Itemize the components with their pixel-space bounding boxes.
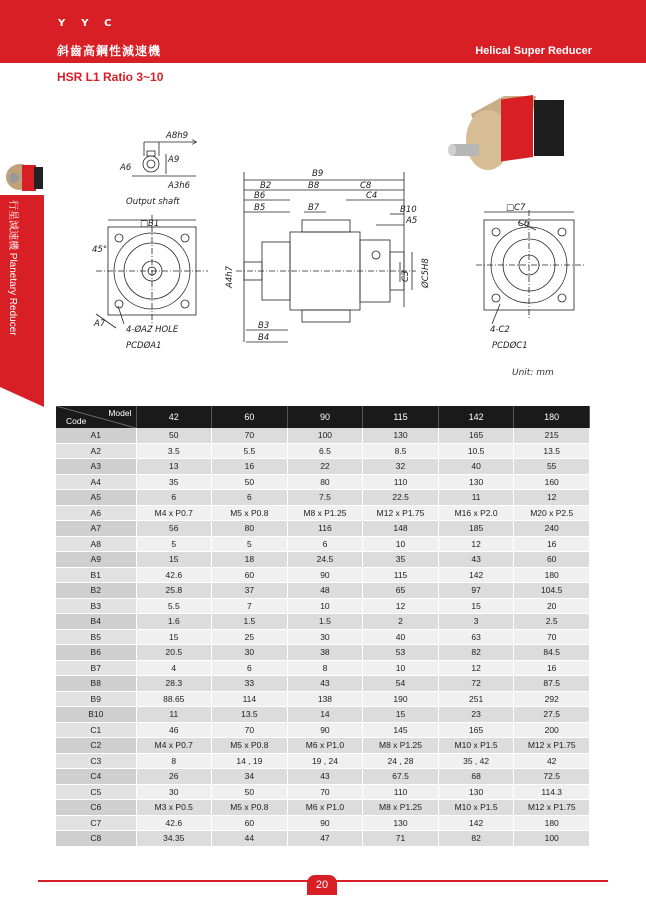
table-cell: 7.5 <box>287 490 363 506</box>
table-cell: 4 <box>136 660 212 676</box>
table-cell: 100 <box>514 831 590 847</box>
table-row <box>56 815 590 831</box>
table-cell: 37 <box>212 583 288 599</box>
table-cell: 142 <box>438 815 514 831</box>
table-cell: 42.6 <box>136 815 212 831</box>
table-cell: 114 <box>212 691 288 707</box>
model-header-cell: 115 <box>363 406 439 428</box>
label-c2: 4-C2 <box>490 325 510 335</box>
row-code-cell: B1 <box>56 567 136 583</box>
table-header-row <box>56 406 590 428</box>
label-pcd-c1: PCDØC1 <box>492 341 528 351</box>
label-c6: C6 <box>518 219 530 229</box>
table-cell: 16 <box>212 459 288 475</box>
table-row <box>56 567 590 583</box>
technical-drawings <box>56 92 596 392</box>
table-cell: 70 <box>212 722 288 738</box>
table-row <box>56 474 590 490</box>
brand-chinese-name: 斜齒高鋼性減速機 <box>57 44 162 58</box>
row-code-cell: A7 <box>56 521 136 537</box>
table-cell: 115 <box>363 567 439 583</box>
table-cell: 23 <box>438 707 514 723</box>
table-cell: 190 <box>363 691 439 707</box>
table-row <box>56 707 590 723</box>
table-cell: M6 x P1.0 <box>287 738 363 754</box>
table-cell: 130 <box>363 815 439 831</box>
table-cell: 12 <box>438 536 514 552</box>
label-a4h7: A4h7 <box>225 265 235 288</box>
table-cell: 28.3 <box>136 676 212 692</box>
unit-label: Unit: mm <box>512 368 554 378</box>
table-cell: 56 <box>136 521 212 537</box>
row-code-cell: A6 <box>56 505 136 521</box>
table-cell: M6 x P1.0 <box>287 800 363 816</box>
table-cell: 180 <box>514 567 590 583</box>
table-cell: 82 <box>438 645 514 661</box>
table-cell: 10 <box>287 598 363 614</box>
table-cell: M12 x P1.75 <box>514 738 590 754</box>
row-code-cell: C2 <box>56 738 136 754</box>
row-code-cell: C6 <box>56 800 136 816</box>
dimension-table <box>56 406 590 847</box>
table-cell: 90 <box>287 815 363 831</box>
table-cell: 12 <box>438 660 514 676</box>
model-header-cell: 60 <box>212 406 288 428</box>
label-a7: A7 <box>94 319 106 329</box>
table-cell: 114.3 <box>514 784 590 800</box>
table-cell: 5 <box>136 536 212 552</box>
table-cell: 48 <box>287 583 363 599</box>
table-cell: 8.5 <box>363 443 439 459</box>
table-cell: 72.5 <box>514 769 590 785</box>
table-cell: 60 <box>212 567 288 583</box>
table-cell: 27.5 <box>514 707 590 723</box>
table-cell: 18 <box>212 552 288 568</box>
row-code-cell: C7 <box>56 815 136 831</box>
table-cell: 22 <box>287 459 363 475</box>
table-row <box>56 598 590 614</box>
table-cell: 1.6 <box>136 614 212 630</box>
label-c3: C3 <box>401 270 411 282</box>
table-cell: 5 <box>212 536 288 552</box>
table-cell: 240 <box>514 521 590 537</box>
table-cell: 6 <box>136 490 212 506</box>
table-cell: 10.5 <box>438 443 514 459</box>
table-cell: 15 <box>363 707 439 723</box>
table-cell: 43 <box>287 769 363 785</box>
table-row <box>56 443 590 459</box>
table-cell: 35 , 42 <box>438 753 514 769</box>
table-cell: 54 <box>363 676 439 692</box>
table-row <box>56 505 590 521</box>
table-cell: 60 <box>212 815 288 831</box>
table-cell: 10 <box>363 660 439 676</box>
row-code-cell: B9 <box>56 691 136 707</box>
label-c7: □C7 <box>506 203 526 213</box>
label-a8h9: A8h9 <box>166 131 189 141</box>
table-cell: M5 x P0.8 <box>212 738 288 754</box>
table-cell: 26 <box>136 769 212 785</box>
table-cell: 12 <box>363 598 439 614</box>
row-code-cell: B5 <box>56 629 136 645</box>
table-cell: 5.5 <box>136 598 212 614</box>
table-cell: 97 <box>438 583 514 599</box>
table-cell: 16 <box>514 660 590 676</box>
row-code-cell: C8 <box>56 831 136 847</box>
table-cell: M8 x P1.25 <box>363 738 439 754</box>
label-hole: 4-ØA2 HOLE <box>126 325 179 335</box>
table-cell: 100 <box>287 428 363 443</box>
table-cell: 160 <box>514 474 590 490</box>
table-cell: 292 <box>514 691 590 707</box>
label-b1: □B1 <box>140 219 160 229</box>
page-title: HSR L1 Ratio 3~10 <box>57 70 164 84</box>
table-row <box>56 691 590 707</box>
table-cell: 50 <box>212 784 288 800</box>
table-cell: M5 x P0.8 <box>212 800 288 816</box>
table-row <box>56 490 590 506</box>
table-cell: 110 <box>363 474 439 490</box>
table-cell: 68 <box>438 769 514 785</box>
table-row <box>56 738 590 754</box>
label-output-shaft: Output shaft <box>126 197 180 207</box>
table-cell: 71 <box>363 831 439 847</box>
table-cell: 50 <box>212 474 288 490</box>
table-cell: 80 <box>212 521 288 537</box>
row-code-cell: A3 <box>56 459 136 475</box>
table-row <box>56 614 590 630</box>
label-b6: B6 <box>254 191 266 201</box>
table-cell: 148 <box>363 521 439 537</box>
table-row <box>56 753 590 769</box>
table-cell: 42.6 <box>136 567 212 583</box>
table-cell: 1.5 <box>287 614 363 630</box>
table-cell: 70 <box>287 784 363 800</box>
table-cell: 34.35 <box>136 831 212 847</box>
table-row <box>56 459 590 475</box>
table-cell: 10 <box>363 536 439 552</box>
table-cell: 35 <box>136 474 212 490</box>
table-cell: 22.5 <box>363 490 439 506</box>
table-cell: 6 <box>212 490 288 506</box>
table-row <box>56 769 590 785</box>
table-cell: M8 x P1.25 <box>287 505 363 521</box>
row-code-cell: B2 <box>56 583 136 599</box>
table-cell: M12 x P1.75 <box>363 505 439 521</box>
row-code-cell: C4 <box>56 769 136 785</box>
table-row <box>56 521 590 537</box>
table-cell: 20 <box>514 598 590 614</box>
row-code-cell: C3 <box>56 753 136 769</box>
header-product-title: Helical Super Reducer <box>475 45 592 57</box>
table-cell: 14 <box>287 707 363 723</box>
model-header-cell: 180 <box>514 406 590 428</box>
table-cell: 6 <box>287 536 363 552</box>
row-code-cell: B8 <box>56 676 136 692</box>
table-body <box>56 428 590 846</box>
table-cell: 138 <box>287 691 363 707</box>
table-cell: 42 <box>514 753 590 769</box>
table-row <box>56 428 590 443</box>
table-cell: 55 <box>514 459 590 475</box>
table-cell: 34 <box>212 769 288 785</box>
table-cell: 7 <box>212 598 288 614</box>
table-cell: 15 <box>438 598 514 614</box>
row-code-cell: A8 <box>56 536 136 552</box>
table-cell: 44 <box>212 831 288 847</box>
brand-letters: YYC <box>58 18 128 29</box>
table-cell: 165 <box>438 722 514 738</box>
table-cell: 5.5 <box>212 443 288 459</box>
label-b9: B9 <box>312 169 324 179</box>
table-row <box>56 660 590 676</box>
table-cell: 11 <box>438 490 514 506</box>
table-cell: 165 <box>438 428 514 443</box>
table-cell: 13.5 <box>514 443 590 459</box>
table-cell: 32 <box>363 459 439 475</box>
table-cell: 84.5 <box>514 645 590 661</box>
label-b7: B7 <box>308 203 320 213</box>
table-row <box>56 676 590 692</box>
label-a5: A5 <box>406 216 418 226</box>
table-cell: 43 <box>438 552 514 568</box>
table-cell: M4 x P0.7 <box>136 505 212 521</box>
table-cell: 88.65 <box>136 691 212 707</box>
table-cell: 43 <box>287 676 363 692</box>
table-row <box>56 536 590 552</box>
table-cell: M10 x P1.5 <box>438 800 514 816</box>
label-b10: B10 <box>400 205 417 215</box>
label-angle: 45° <box>92 245 108 255</box>
table-cell: 116 <box>287 521 363 537</box>
row-code-cell: A2 <box>56 443 136 459</box>
label-a3h6: A3h6 <box>168 181 191 191</box>
table-cell: 15 <box>136 552 212 568</box>
table-row <box>56 645 590 661</box>
table-cell: 20.5 <box>136 645 212 661</box>
table-cell: 40 <box>438 459 514 475</box>
row-code-cell: A5 <box>56 490 136 506</box>
label-b3: B3 <box>258 321 270 331</box>
label-b4: B4 <box>258 333 270 343</box>
row-code-cell: A9 <box>56 552 136 568</box>
table-cell: 40 <box>363 629 439 645</box>
table-cell: 60 <box>514 552 590 568</box>
table-cell: M3 x P0.5 <box>136 800 212 816</box>
table-cell: 53 <box>363 645 439 661</box>
table-cell: 90 <box>287 567 363 583</box>
table-row <box>56 800 590 816</box>
table-cell: M8 x P1.25 <box>363 800 439 816</box>
side-tab-notch <box>0 387 44 407</box>
table-cell: 70 <box>514 629 590 645</box>
label-b2: B2 <box>260 181 272 191</box>
row-code-cell: B7 <box>56 660 136 676</box>
table-cell: 24.5 <box>287 552 363 568</box>
table-cell: 30 <box>136 784 212 800</box>
table-cell: 15 <box>136 629 212 645</box>
table-cell: 46 <box>136 722 212 738</box>
table-cell: 35 <box>363 552 439 568</box>
table-cell: 25.8 <box>136 583 212 599</box>
table-row <box>56 629 590 645</box>
table-row <box>56 784 590 800</box>
row-code-cell: B3 <box>56 598 136 614</box>
table-cell: M12 x P1.75 <box>514 800 590 816</box>
table-cell: 33 <box>212 676 288 692</box>
side-tab-product-photo <box>0 155 44 195</box>
side-tab-label: 行星減速機 Planetary Reducer <box>7 200 18 336</box>
table-cell: 63 <box>438 629 514 645</box>
label-pcd-a1: PCDØA1 <box>126 341 162 351</box>
table-cell: 145 <box>363 722 439 738</box>
table-cell: 82 <box>438 831 514 847</box>
table-cell: 87.5 <box>514 676 590 692</box>
table-row <box>56 552 590 568</box>
row-code-cell: B6 <box>56 645 136 661</box>
table-cell: 130 <box>438 474 514 490</box>
model-header-cell: 90 <box>287 406 363 428</box>
table-cell: 70 <box>212 428 288 443</box>
table-cell: 38 <box>287 645 363 661</box>
table-cell: 2.5 <box>514 614 590 630</box>
table-cell: 110 <box>363 784 439 800</box>
table-cell: 1.5 <box>212 614 288 630</box>
table-cell: 47 <box>287 831 363 847</box>
label-c4: C4 <box>366 191 378 201</box>
table-cell: 8 <box>287 660 363 676</box>
row-code-cell: B4 <box>56 614 136 630</box>
table-cell: 16 <box>514 536 590 552</box>
row-code-cell: A4 <box>56 474 136 490</box>
table-row <box>56 722 590 738</box>
table-cell: 104.5 <box>514 583 590 599</box>
model-header-cell: 142 <box>438 406 514 428</box>
table-cell: 90 <box>287 722 363 738</box>
table-cell: 2 <box>363 614 439 630</box>
table-cell: 6 <box>212 660 288 676</box>
table-cell: 12 <box>514 490 590 506</box>
table-cell: 13.5 <box>212 707 288 723</box>
label-a9: A9 <box>168 155 180 165</box>
page-number: 20 <box>307 875 337 895</box>
label-a6: A6 <box>120 163 132 173</box>
table-cell: 130 <box>363 428 439 443</box>
row-code-cell: C5 <box>56 784 136 800</box>
table-cell: M10 x P1.5 <box>438 738 514 754</box>
table-cell: 251 <box>438 691 514 707</box>
table-cell: 3.5 <box>136 443 212 459</box>
table-cell: 19 , 24 <box>287 753 363 769</box>
header-model-label: Model <box>108 408 132 418</box>
table-cell: 3 <box>438 614 514 630</box>
table-cell: M16 x P2.0 <box>438 505 514 521</box>
table-cell: 65 <box>363 583 439 599</box>
table-cell: 50 <box>136 428 212 443</box>
label-b5: B5 <box>254 203 266 213</box>
table-cell: M4 x P0.7 <box>136 738 212 754</box>
page-header <box>0 0 646 62</box>
table-cell: 67.5 <box>363 769 439 785</box>
header-divider <box>0 62 646 63</box>
table-cell: 200 <box>514 722 590 738</box>
table-cell: 11 <box>136 707 212 723</box>
table-cell: 142 <box>438 567 514 583</box>
table-cell: 6.5 <box>287 443 363 459</box>
table-cell: 13 <box>136 459 212 475</box>
header-code-label: Code <box>66 416 87 426</box>
table-cell: 24 , 28 <box>363 753 439 769</box>
label-c8: C8 <box>360 181 372 191</box>
table-cell: 8 <box>136 753 212 769</box>
table-cell: 80 <box>287 474 363 490</box>
table-cell: M5 x P0.8 <box>212 505 288 521</box>
table-cell: M20 x P2.5 <box>514 505 590 521</box>
product-photo <box>448 95 564 170</box>
table-cell: 72 <box>438 676 514 692</box>
table-cell: 215 <box>514 428 590 443</box>
row-code-cell: B10 <box>56 707 136 723</box>
table-cell: 180 <box>514 815 590 831</box>
table-cell: 30 <box>287 629 363 645</box>
table-cell: 185 <box>438 521 514 537</box>
row-code-cell: C1 <box>56 722 136 738</box>
model-header-cell: 42 <box>136 406 212 428</box>
label-b8: B8 <box>308 181 320 191</box>
table-corner-header <box>56 406 136 428</box>
table-cell: 130 <box>438 784 514 800</box>
table-row <box>56 583 590 599</box>
row-code-cell: A1 <box>56 428 136 443</box>
table-cell: 14 , 19 <box>212 753 288 769</box>
label-c5h8: ØC5H8 <box>421 258 431 288</box>
table-cell: 30 <box>212 645 288 661</box>
table-row <box>56 831 590 847</box>
table-cell: 25 <box>212 629 288 645</box>
